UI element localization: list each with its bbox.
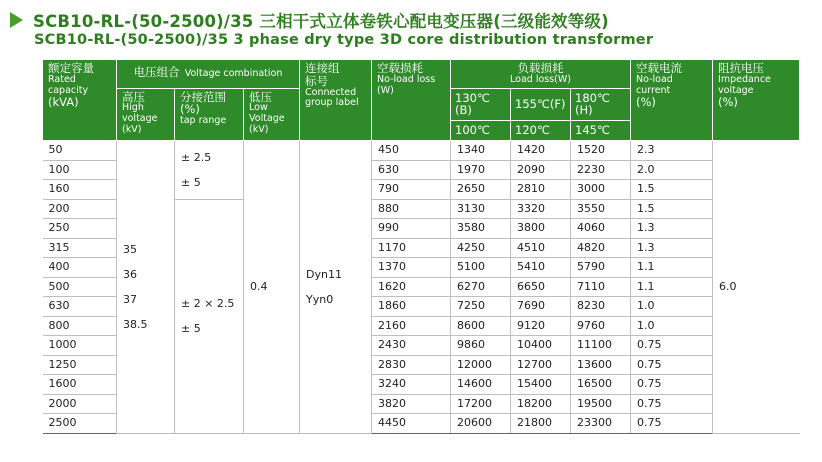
load-loss-b-cell: 8600: [451, 316, 511, 336]
noload-current-cell: 1.1: [631, 258, 713, 278]
load-loss-b-cell: 7250: [451, 297, 511, 317]
noload-loss-cell: 2160: [372, 316, 451, 336]
load-loss-h-cell: 9760: [571, 316, 631, 336]
high-voltage-cell-value: 38.5: [123, 317, 148, 331]
header-connection-group: 连接组 标号 Connected group label: [300, 60, 372, 141]
load-loss-f-cell: 3800: [511, 219, 571, 239]
capacity-cell: 200: [43, 199, 117, 219]
noload-current-cell: 1.0: [631, 316, 713, 336]
header-high-voltage: 高压 High voltage (kV): [117, 88, 175, 141]
load-loss-b-cell: 4250: [451, 238, 511, 258]
load-loss-h-cell: 7110: [571, 277, 631, 297]
load-loss-b-cell: 1340: [451, 141, 511, 161]
noload-current-cell: 2.0: [631, 160, 713, 180]
noload-loss-cell: 2430: [372, 336, 451, 356]
connection-group-cell-value: Dyn11: [306, 267, 342, 281]
header-noload-loss: 空载损耗 No-load loss (W): [372, 60, 451, 141]
noload-current-cell: 1.5: [631, 199, 713, 219]
load-loss-f-cell: 2090: [511, 160, 571, 180]
load-loss-f-cell: 21800: [511, 414, 571, 434]
title-chinese: SCB10-RL-(50-2500)/35 三相干式立体卷铁心配电变压器(三级能效等级): [33, 12, 609, 31]
noload-loss-cell: 3820: [372, 394, 451, 414]
load-loss-h-cell: 11100: [571, 336, 631, 356]
load-loss-h-cell: 3550: [571, 199, 631, 219]
connection-group-cell-value: Yyn0: [306, 292, 334, 306]
noload-current-cell: 0.75: [631, 394, 713, 414]
header-ref-b: 100℃: [451, 121, 511, 141]
capacity-cell: 400: [43, 258, 117, 278]
load-loss-h-cell: 5790: [571, 258, 631, 278]
header-tap-range: 分接范围 (%) tap range: [175, 88, 244, 141]
spec-table: [42, 59, 800, 434]
title-area: [8, 6, 818, 48]
high-voltage-cell-value: 35: [123, 242, 137, 256]
load-loss-f-cell: 2810: [511, 180, 571, 200]
noload-loss-cell: 1620: [372, 277, 451, 297]
noload-current-cell: 1.3: [631, 219, 713, 239]
load-loss-f-cell: 12700: [511, 355, 571, 375]
noload-loss-cell: 4450: [372, 414, 451, 434]
load-loss-b-cell: 5100: [451, 258, 511, 278]
load-loss-h-cell: 19500: [571, 394, 631, 414]
noload-loss-cell: 880: [372, 199, 451, 219]
table-body: [43, 141, 800, 434]
capacity-cell: 250: [43, 219, 117, 239]
load-loss-f-cell: 4510: [511, 238, 571, 258]
load-loss-f-cell: 15400: [511, 375, 571, 395]
header-noload-current: 空载电流 No-load current (%): [631, 60, 713, 141]
noload-current-cell: 1.0: [631, 297, 713, 317]
noload-loss-cell: 2830: [372, 355, 451, 375]
noload-loss-cell: 790: [372, 180, 451, 200]
load-loss-b-cell: 2650: [451, 180, 511, 200]
load-loss-h-cell: 16500: [571, 375, 631, 395]
tap-range-lower-cell-value: ± 2 × 2.5: [181, 297, 235, 311]
load-loss-f-cell: 6650: [511, 277, 571, 297]
load-loss-h-cell: 8230: [571, 297, 631, 317]
noload-loss-cell: 3240: [372, 375, 451, 395]
load-loss-h-cell: 13600: [571, 355, 631, 375]
load-loss-b-cell: 12000: [451, 355, 511, 375]
triangle-bullet-icon: [10, 12, 23, 28]
load-loss-h-cell: 23300: [571, 414, 631, 434]
load-loss-b-cell: 1970: [451, 160, 511, 180]
low-voltage-cell: 0.4: [244, 141, 300, 434]
capacity-cell: 50: [43, 141, 117, 161]
title-english: SCB10-RL-(50-2500)/35 3 phase dry type 3D core distribution transformer: [34, 32, 654, 48]
header-temp-h: 180℃(H): [571, 88, 631, 121]
load-loss-b-cell: 17200: [451, 394, 511, 414]
capacity-cell: 2000: [43, 394, 117, 414]
noload-loss-cell: 450: [372, 141, 451, 161]
load-loss-f-cell: 9120: [511, 316, 571, 336]
load-loss-b-cell: 3130: [451, 199, 511, 219]
load-loss-b-cell: 9860: [451, 336, 511, 356]
noload-loss-cell: 1370: [372, 258, 451, 278]
load-loss-f-cell: 7690: [511, 297, 571, 317]
header-temp-b: 130℃(B): [451, 88, 511, 121]
noload-loss-cell: 630: [372, 160, 451, 180]
header-temp-f: 155℃(F): [511, 88, 571, 121]
header-low-voltage: 低压 Low Voltage (kV): [244, 88, 300, 141]
load-loss-f-cell: 18200: [511, 394, 571, 414]
header-voltage-combination: 电压组合 Voltage combination: [117, 60, 300, 89]
header-ref-f: 120℃: [511, 121, 571, 141]
noload-current-cell: 0.75: [631, 375, 713, 395]
capacity-cell: 2500: [43, 414, 117, 434]
capacity-cell: 630: [43, 297, 117, 317]
noload-current-cell: 0.75: [631, 336, 713, 356]
connection-group-cell: [300, 141, 372, 434]
capacity-cell: 1250: [43, 355, 117, 375]
load-loss-h-cell: 4820: [571, 238, 631, 258]
capacity-cell: 160: [43, 180, 117, 200]
noload-current-cell: 1.5: [631, 180, 713, 200]
header-ref-h: 145℃: [571, 121, 631, 141]
impedance-cell: 6.0: [713, 141, 800, 434]
high-voltage-cell-value: 36: [123, 267, 137, 281]
capacity-cell: 1000: [43, 336, 117, 356]
load-loss-h-cell: 4060: [571, 219, 631, 239]
noload-loss-cell: 1170: [372, 238, 451, 258]
title-row: [8, 6, 818, 34]
table-row: [43, 141, 800, 161]
tap-range-upper-cell: [175, 141, 244, 200]
noload-current-cell: 1.1: [631, 277, 713, 297]
capacity-cell: 800: [43, 316, 117, 336]
load-loss-b-cell: 14600: [451, 375, 511, 395]
load-loss-f-cell: 3320: [511, 199, 571, 219]
load-loss-h-cell: 3000: [571, 180, 631, 200]
noload-current-cell: 2.3: [631, 141, 713, 161]
noload-current-cell: 0.75: [631, 355, 713, 375]
load-loss-h-cell: 2230: [571, 160, 631, 180]
noload-loss-cell: 1860: [372, 297, 451, 317]
capacity-cell: 100: [43, 160, 117, 180]
load-loss-f-cell: 10400: [511, 336, 571, 356]
load-loss-f-cell: 5410: [511, 258, 571, 278]
tap-range-upper-cell-value: ± 2.5: [181, 150, 212, 164]
load-loss-h-cell: 1520: [571, 141, 631, 161]
load-loss-b-cell: 3580: [451, 219, 511, 239]
header-impedance-voltage: 阻抗电压 Impedance voltage (%): [713, 60, 800, 141]
header-load-loss: 负载损耗 Load loss(W): [451, 60, 631, 89]
capacity-cell: 1600: [43, 375, 117, 395]
load-loss-b-cell: 20600: [451, 414, 511, 434]
header-capacity: 额定容量 Rated capacity (kVA): [43, 60, 117, 141]
tap-range-lower-cell: [175, 199, 244, 433]
noload-loss-cell: 990: [372, 219, 451, 239]
load-loss-b-cell: 6270: [451, 277, 511, 297]
capacity-cell: 500: [43, 277, 117, 297]
high-voltage-cell-value: 37: [123, 292, 137, 306]
tap-range-lower-cell-value: ± 5: [181, 322, 201, 336]
noload-current-cell: 1.3: [631, 238, 713, 258]
noload-current-cell: 0.75: [631, 414, 713, 434]
high-voltage-cell: [117, 141, 175, 434]
load-loss-f-cell: 1420: [511, 141, 571, 161]
tap-range-upper-cell-value: ± 5: [181, 175, 201, 189]
capacity-cell: 315: [43, 238, 117, 258]
